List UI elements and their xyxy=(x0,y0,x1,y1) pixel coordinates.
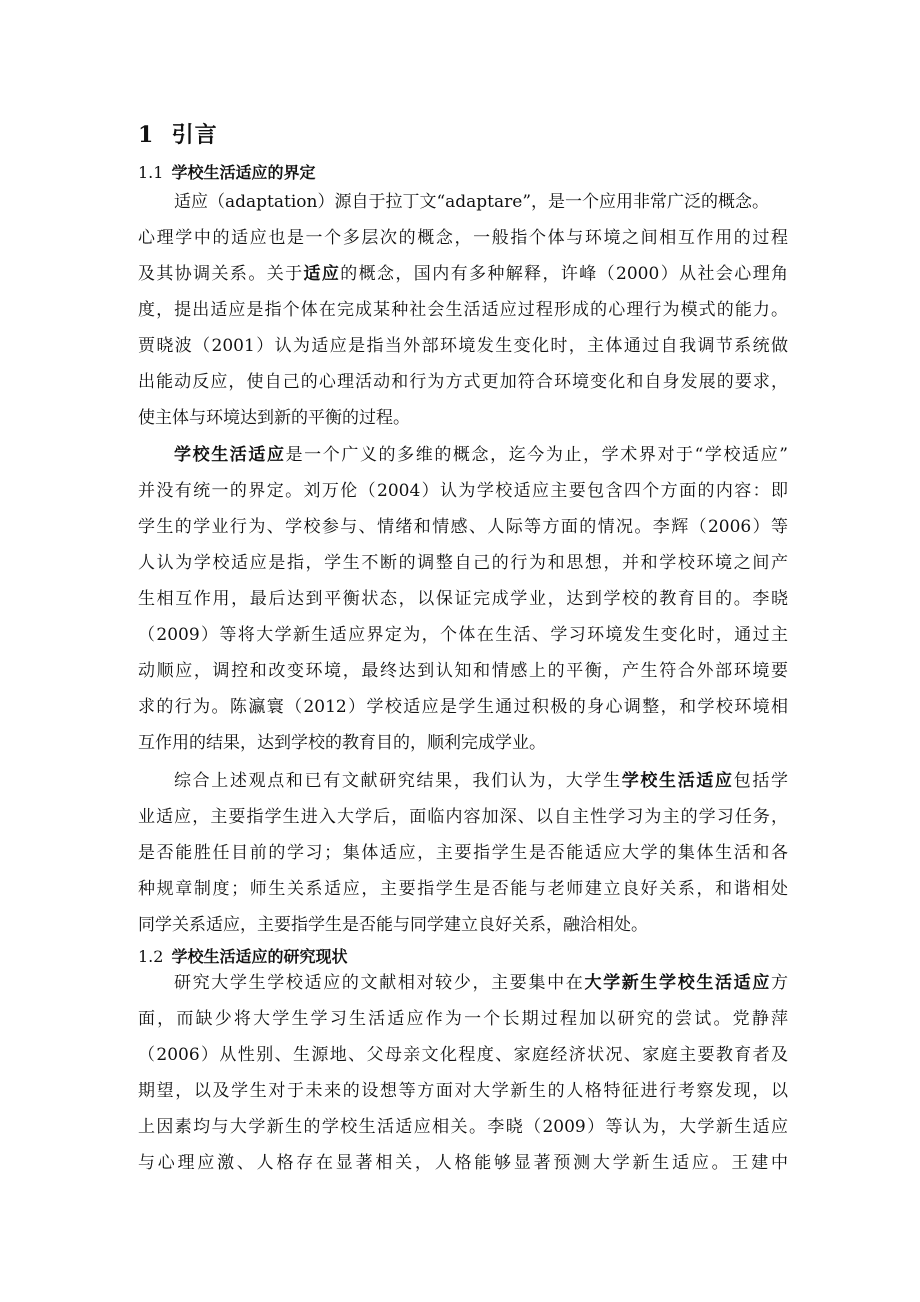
subsection-heading-1-1 xyxy=(138,160,315,183)
text-line: 并没有统一的界定。刘万伦（2004）认为学校适应主要包含四个方面的内容：即 xyxy=(138,481,788,501)
text-line: 与心理应激、人格存在显著相关，人格能够显著预测大学新生适应。王建中 xyxy=(138,1153,788,1173)
text-line: 贾晓波（2001）认为适应是指当外部环境发生变化时，主体通过自我调节系统做 xyxy=(138,336,788,356)
bold-term: 适应 xyxy=(303,264,341,284)
bold-term: 学校生活适应 xyxy=(174,445,286,465)
section-title: 引言 xyxy=(171,122,218,148)
paragraph-2 xyxy=(138,437,788,761)
bold-term: 学校生活适应 xyxy=(621,771,734,791)
text-line: （2009）等将大学新生适应界定为，个体在生活、学习环境发生变化时，通过主 xyxy=(138,625,788,645)
text-line: 学校生活适应是一个广义的多维的概念，迄今为止，学术界对于“学校适应” xyxy=(174,445,789,465)
paragraph-3 xyxy=(138,763,788,943)
text-line: 人认为学校适应是指，学生不断的调整自己的行为和思想，并和学校环境之间产 xyxy=(138,553,788,573)
text-line: 种规章制度；师生关系适应，主要指学生是否能与老师建立良好关系，和谐相处 xyxy=(138,879,788,899)
text-line: 及其协调关系。关于适应的概念，国内有多种解释，许峰（2000）从社会心理角 xyxy=(138,264,789,284)
paragraph-1 xyxy=(138,184,788,436)
text-line: 适应（adaptation）源自于拉丁文“adaptare”，是一个应用非常广泛的概念。 xyxy=(174,192,770,212)
text-line: 期望，以及学生对于未来的设想等方面对大学新生的人格特征进行考察发现，以 xyxy=(138,1081,788,1101)
text-line: 综合上述观点和已有文献研究结果，我们认为，大学生学校生活适应包括学 xyxy=(174,771,788,791)
text-line: 动顺应，调控和改变环境，最终达到认知和情感上的平衡，产生符合外部环境要 xyxy=(138,661,788,681)
text-line: 度，提出适应是指个体在完成某种社会生活适应过程形成的心理行为模式的能力。 xyxy=(138,300,788,320)
text-line: 面，而缺少将大学生学习生活适应作为一个长期过程加以研究的尝试。党静萍 xyxy=(138,1009,788,1029)
subsection-title: 学校生活适应的研究现状 xyxy=(171,947,348,966)
text-line: 求的行为。陈瀛寰（2012）学校适应是学生通过积极的身心调整，和学校环境相 xyxy=(138,697,788,717)
text-line: 学生的学业行为、学校参与、情绪和情感、人际等方面的情况。李辉（2006）等 xyxy=(138,517,788,537)
text-line: 业适应，主要指学生进入大学后，面临内容加深、以自主性学习为主的学习任务， xyxy=(138,807,788,827)
text-line: 是否能胜任目前的学习；集体适应，主要指学生是否能适应大学的集体生活和各 xyxy=(138,843,788,863)
subsection-number: 1.1 xyxy=(138,163,164,182)
text-line: 心理学中的适应也是一个多层次的概念，一般指个体与环境之间相互作用的过程 xyxy=(138,228,788,248)
text-line: 互作用的结果，达到学校的教育目的，顺利完成学业。 xyxy=(138,733,546,753)
subsection-heading-1-2 xyxy=(138,944,347,967)
text-line: 研究大学生学校适应的文献相对较少，主要集中在大学新生学校生活适应方 xyxy=(174,973,788,993)
text-line: 出能动反应，使自己的心理活动和行为方式更加符合环境变化和自身发展的要求， xyxy=(138,372,788,392)
text-line: 使主体与环境达到新的平衡的过程。 xyxy=(138,408,410,428)
subsection-number: 1.2 xyxy=(138,947,164,966)
section-number: 1 xyxy=(138,122,155,148)
text-line: 生相互作用，最后达到平衡状态，以保证完成学业，达到学校的教育目的。李晓 xyxy=(138,589,788,609)
text-line: 同学关系适应，主要指学生是否能与同学建立良好关系，融洽相处。 xyxy=(138,915,648,935)
paragraph-4 xyxy=(138,965,788,1181)
text-line: 上因素均与大学新生的学校生活适应相关。李晓（2009）等认为，大学新生适应 xyxy=(138,1117,788,1137)
section-heading xyxy=(138,118,218,149)
bold-term: 大学新生学校生活适应 xyxy=(584,973,771,993)
text-line: （2006）从性别、生源地、父母亲文化程度、家庭经济状况、家庭主要教育者及 xyxy=(138,1045,788,1065)
subsection-title: 学校生活适应的界定 xyxy=(171,163,316,182)
